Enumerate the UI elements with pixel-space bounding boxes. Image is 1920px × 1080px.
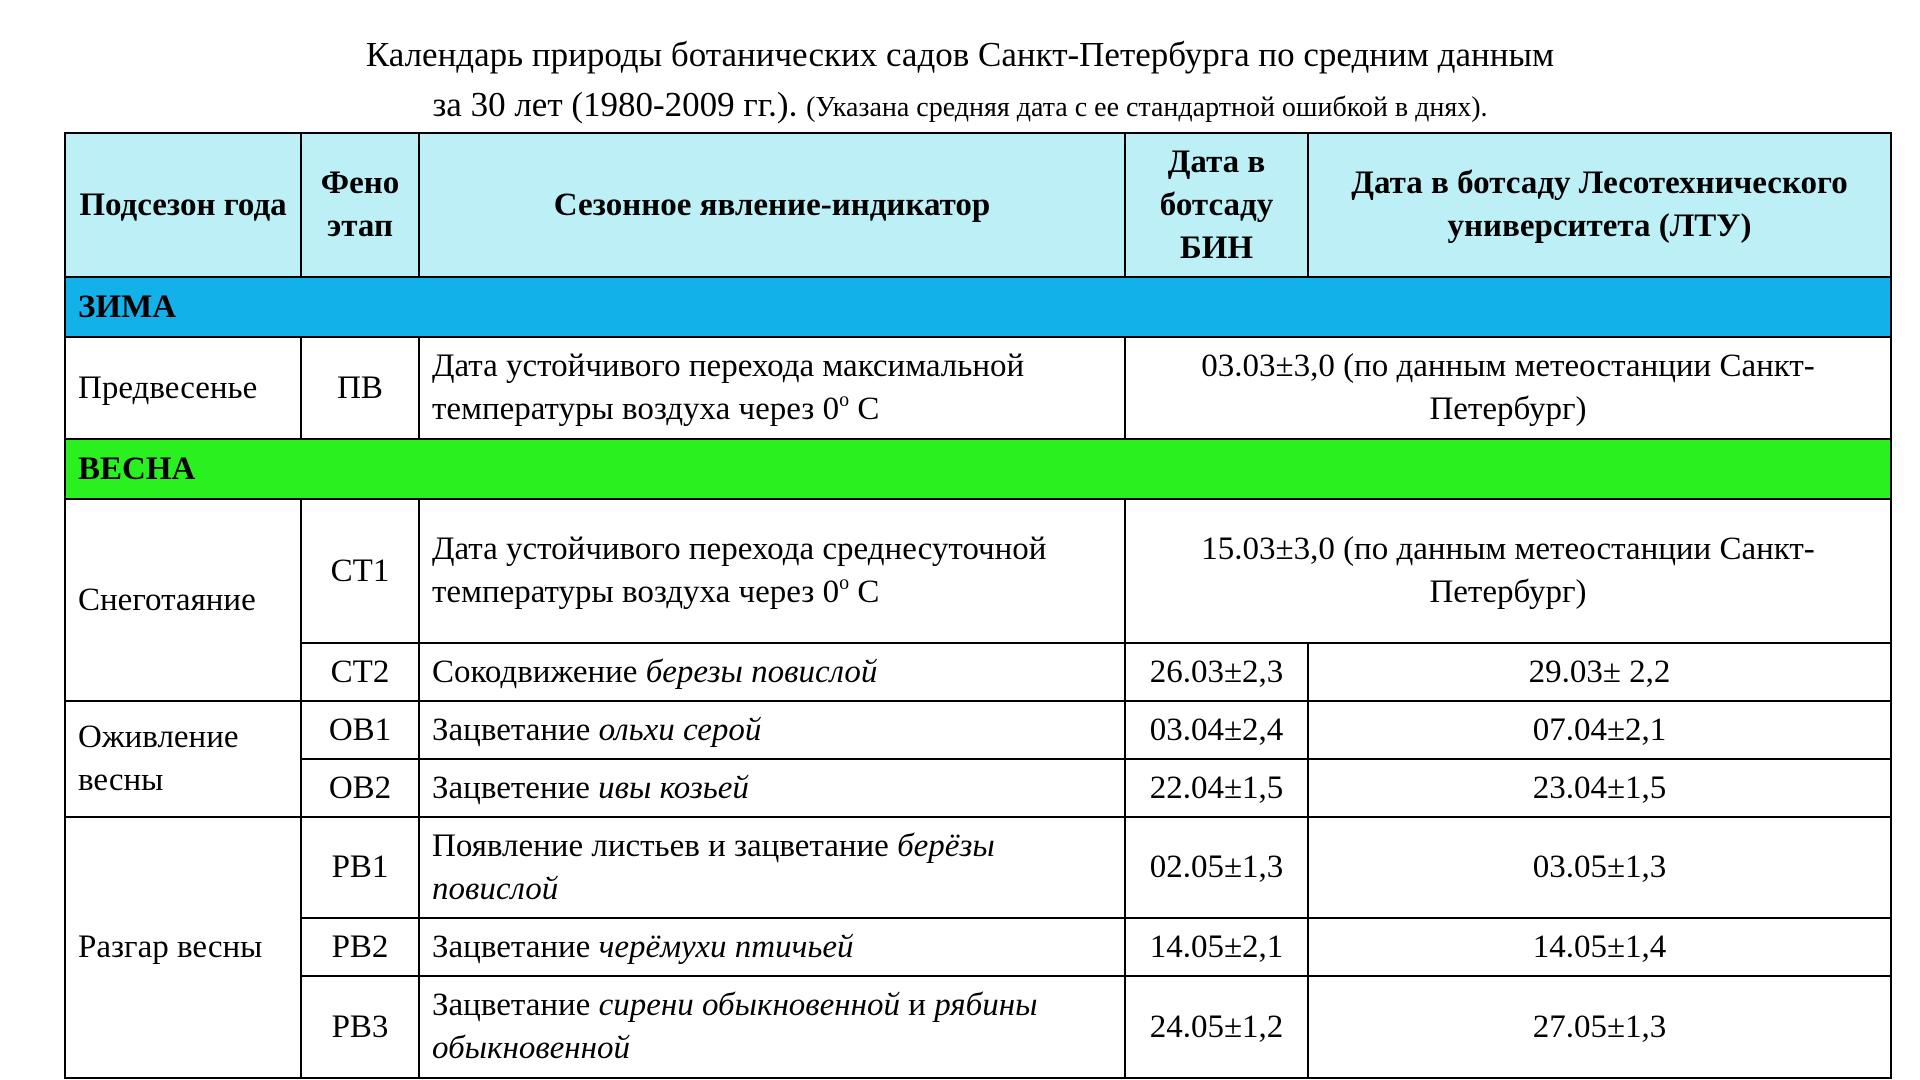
date-merged-cell: 03.03±3,0 (по данным метеостанции Санкт-Петербург): [1125, 337, 1891, 439]
table-row: [65, 817, 1891, 918]
phenomenon-cell: [419, 701, 1125, 759]
phenomenon-cell: [419, 817, 1125, 918]
document-title: [0, 30, 1920, 133]
degree-sign: о: [839, 572, 850, 594]
table-header-row: [65, 133, 1891, 277]
header-stage: Фено этап: [301, 133, 419, 277]
section-winter-label: ЗИМА: [65, 277, 1891, 337]
phenomenon-text: Зацветание: [432, 987, 599, 1023]
header-bin-date: Дата в ботсаду БИН: [1125, 133, 1308, 277]
bin-date-cell: 24.05±1,2: [1125, 976, 1308, 1078]
species-name: березы повислой: [645, 653, 878, 690]
unit-text: С: [849, 391, 880, 427]
ltu-date-cell: 29.03± 2,2: [1308, 643, 1891, 701]
subseason-cell: Разгар весны: [65, 817, 301, 1078]
phenomenon-cell: [419, 337, 1125, 439]
stage-cell: РВ1: [301, 817, 419, 918]
header-phenomenon: Сезонное явление-индикатор: [419, 133, 1125, 277]
ltu-date-cell: 03.05±1,3: [1308, 817, 1891, 918]
ltu-date-cell: 27.05±1,3: [1308, 976, 1891, 1078]
species-name-2: рябины обыкновенной: [432, 987, 1038, 1066]
stage-cell: ПВ: [301, 337, 419, 439]
phenomenon-cell: [419, 643, 1125, 701]
header-subseason: Подсезон года: [65, 133, 301, 277]
bin-date-cell: 03.04±2,4: [1125, 701, 1308, 759]
stage-cell: СТ1: [301, 499, 419, 643]
bin-date-cell: 26.03±2,3: [1125, 643, 1308, 701]
subseason-cell: Оживление весны: [65, 701, 301, 817]
phenomenon-cell: [419, 499, 1125, 643]
table-row: [65, 759, 1891, 817]
stage-cell: ОВ2: [301, 759, 419, 817]
species-name: ольхи серой: [598, 711, 762, 748]
subseason-cell: Предвесенье: [65, 337, 301, 439]
stage-cell: СТ2: [301, 643, 419, 701]
ltu-date-cell: 07.04±2,1: [1308, 701, 1891, 759]
ltu-date-cell: 23.04±1,5: [1308, 759, 1891, 817]
phenomenon-text: Дата устойчивого перехода максимальной температуры воздуха через 0: [432, 348, 1025, 427]
bin-date-cell: 22.04±1,5: [1125, 759, 1308, 817]
phenomenon-text: Появление листьев и зацветание: [432, 827, 898, 864]
header-ltu-date: Дата в ботсаду Лесотехнического университета (ЛТУ): [1308, 133, 1891, 277]
unit-text: С: [849, 574, 880, 610]
stage-cell: РВ2: [301, 918, 419, 976]
stage-cell: РВ3: [301, 976, 419, 1078]
title-line-1: Календарь природы ботанических садов Санкт-Петербурга по средним данным: [365, 35, 1555, 74]
phenomenon-text: Сокодвижение: [432, 653, 646, 690]
phenomenon-text: Зацветание: [432, 928, 599, 965]
phenomenon-text: Зацветание: [432, 711, 599, 748]
bin-date-cell: 14.05±2,1: [1125, 918, 1308, 976]
table-row: [65, 918, 1891, 976]
section-row-winter: [65, 277, 1891, 337]
ltu-date-cell: 14.05±1,4: [1308, 918, 1891, 976]
bin-date-cell: 02.05±1,3: [1125, 817, 1308, 918]
subseason-cell: Снеготаяние: [65, 499, 301, 701]
species-name: сирени обыкновенной: [598, 987, 901, 1023]
table-row: [65, 976, 1891, 1078]
phenomenon-text: Зацветение: [432, 769, 599, 806]
section-spring-label: ВЕСНА: [65, 439, 1891, 499]
species-name: ивы козьей: [598, 769, 749, 806]
title-note: (Указана средняя дата с ее стандартной ошибкой в днях).: [806, 92, 1488, 123]
species-name: черёмухи птичьей: [598, 928, 854, 965]
title-period: за 30 лет (1980-2009 гг.).: [432, 85, 798, 124]
table-row: [65, 337, 1891, 439]
stage-cell: ОВ1: [301, 701, 419, 759]
title-line-2: [0, 80, 1920, 133]
phenomenon-cell: [419, 918, 1125, 976]
table-row: [65, 499, 1891, 643]
table-row: [65, 701, 1891, 759]
degree-sign: о: [839, 389, 850, 411]
conjunction-text: и: [900, 987, 935, 1023]
phenomenon-cell: [419, 759, 1125, 817]
phenomenon-cell: [419, 976, 1125, 1078]
section-row-spring: [65, 439, 1891, 499]
phenology-calendar-table: [64, 132, 1892, 1079]
date-merged-cell: 15.03±3,0 (по данным метеостанции Санкт-Петербург): [1125, 499, 1891, 643]
table-row: [65, 643, 1891, 701]
phenomenon-text: Дата устойчивого перехода среднесуточной температуры воздуха через 0: [432, 531, 1047, 610]
species-name: берёзы повислой: [432, 827, 995, 907]
